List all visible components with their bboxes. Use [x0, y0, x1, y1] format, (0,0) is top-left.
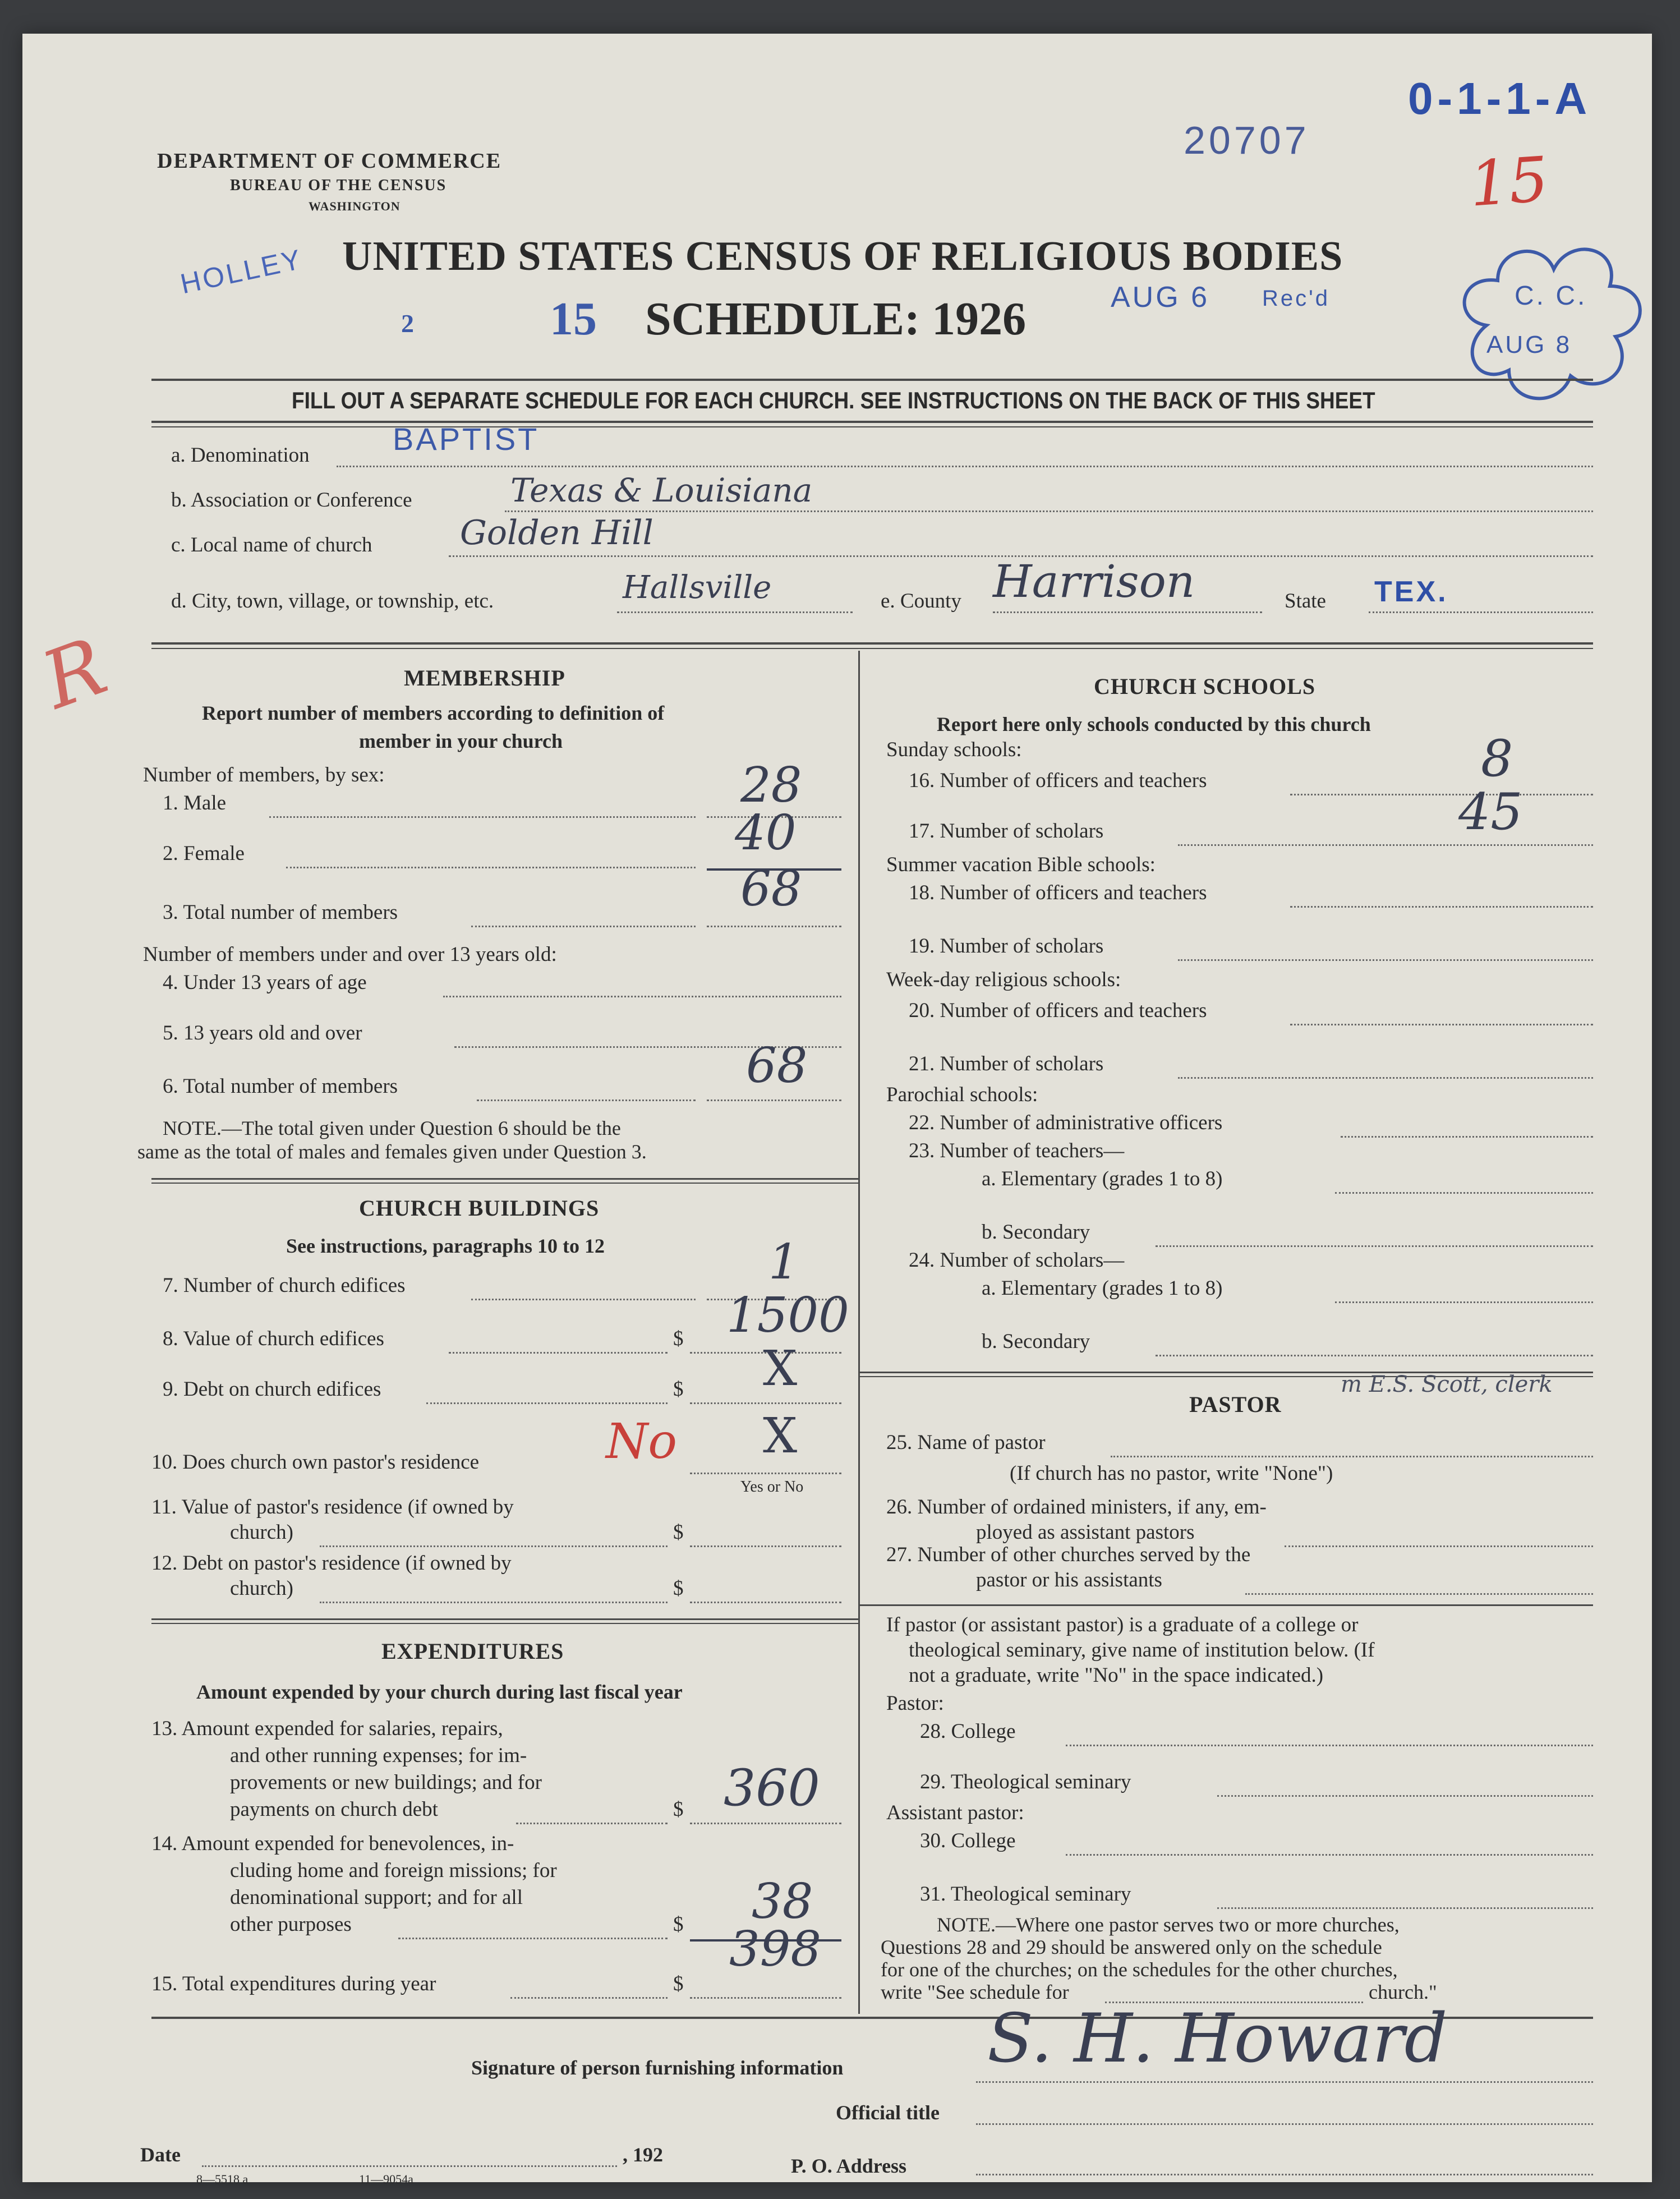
q30-label: 30. College [920, 1829, 1016, 1852]
local-name-label: c. Local name of church [171, 533, 372, 556]
schools-intro: Report here only schools conducted by this church [937, 713, 1371, 735]
q12-label-2: church) [230, 1577, 293, 1600]
membership-note-1: NOTE.—The total given under Question 6 should be the [163, 1117, 621, 1139]
graduate-instruction-2: theological seminary, give name of institution below. (If [909, 1639, 1375, 1662]
age-header-label: Number of members under and over 13 years old: [143, 943, 557, 966]
q9-dollar: $ [673, 1378, 684, 1401]
q14-label-4: other purposes [230, 1913, 352, 1936]
county-value[interactable]: Harrison [993, 555, 1195, 608]
q15-dollar: $ [673, 1972, 684, 1995]
pastor-note-hand: m E.S. Scott, clerk [1341, 1372, 1553, 1397]
q16-label: 16. Number of officers and teachers [909, 769, 1207, 792]
signature-value[interactable]: S. H. Howard [987, 2000, 1448, 2078]
yes-or-no-hint: Yes or No [740, 1478, 804, 1496]
weekday-schools-label: Week-day religious schools: [886, 968, 1121, 991]
q13-label-4: payments on church debt [230, 1798, 438, 1821]
q23-label: 23. Number of teachers— [909, 1139, 1125, 1162]
expenditures-title: EXPENDITURES [381, 1639, 564, 1664]
expenditures-intro: Amount expended by your church during last fiscal year [196, 1681, 683, 1703]
q11-label-1: 11. Value of pastor's residence (if owned by [151, 1496, 514, 1519]
date-year: , 192 [623, 2143, 663, 2166]
red-initial-mark: R [31, 620, 118, 728]
q15-value[interactable]: 398 [729, 1921, 822, 1977]
membership-note-2: same as the total of males and females given under Question 3. [137, 1140, 647, 1163]
q22-label: 22. Number of administrative officers [909, 1111, 1223, 1134]
q13-value[interactable]: 360 [724, 1759, 820, 1818]
cc-stamp-outline [1447, 230, 1660, 415]
q28-label: 28. College [920, 1720, 1016, 1743]
q14-label-2: cluding home and foreign missions; for [230, 1859, 557, 1882]
q29-label: 29. Theological seminary [920, 1770, 1131, 1793]
q12-label-1: 12. Debt on pastor's residence (if owned by [151, 1552, 512, 1575]
membership-intro-2: member in your church [359, 730, 563, 752]
department-title: DEPARTMENT OF COMMERCE [157, 149, 502, 173]
q14-dollar: $ [673, 1913, 684, 1936]
bureau-title: BUREAU OF THE CENSUS [230, 177, 447, 194]
q2-value[interactable]: 40 [735, 805, 797, 861]
q27-label-1: 27. Number of other churches served by the [886, 1543, 1251, 1566]
denomination-value[interactable]: BAPTIST [393, 421, 540, 457]
sunday-schools-label: Sunday schools: [886, 738, 1022, 761]
received-stamp: AUG 6 [1111, 281, 1210, 314]
date-label: Date [140, 2143, 181, 2166]
cc-stamp-text: C. C. [1515, 281, 1587, 311]
q3-label: 3. Total number of members [163, 901, 398, 924]
county-label: e. County [881, 590, 961, 613]
q7-value[interactable]: 1 [768, 1234, 799, 1290]
q6-label: 6. Total number of members [163, 1075, 398, 1098]
q7-label: 7. Number of church edifices [163, 1274, 406, 1297]
q17-label: 17. Number of scholars [909, 820, 1104, 843]
city-town-label: d. City, town, village, or township, etc. [171, 590, 494, 613]
po-address-label: P. O. Address [791, 2155, 907, 2177]
q10-value[interactable]: No [606, 1414, 678, 1470]
association-value[interactable]: Texas & Louisiana [510, 471, 813, 509]
city-town-value[interactable]: Hallsville [623, 569, 772, 606]
q24b-label: b. Secondary [982, 1330, 1090, 1353]
q9-label: 9. Debt on church edifices [163, 1378, 381, 1401]
q17-value[interactable]: 45 [1458, 783, 1523, 841]
summer-schools-label: Summer vacation Bible schools: [886, 853, 1156, 876]
q26-label-1: 26. Number of ordained ministers, if any, em- [886, 1496, 1267, 1519]
q11-label-2: church) [230, 1521, 293, 1544]
signature-label: Signature of person furnishing information [471, 2057, 844, 2079]
membership-title: MEMBERSHIP [404, 665, 565, 691]
schedule-title: SCHEDULE: 1926 [645, 293, 1027, 345]
q4-label: 4. Under 13 years of age [163, 971, 367, 994]
q1-value[interactable]: 28 [740, 757, 802, 813]
q11-dollar: $ [673, 1521, 684, 1544]
red-number-mark: 15 [1467, 143, 1551, 220]
members-by-sex-label: Number of members, by sex: [143, 763, 385, 786]
census-schedule-page [22, 34, 1652, 2186]
q13-label-1: 13. Amount expended for salaries, repairs, [151, 1717, 503, 1740]
form-title: UNITED STATES CENSUS OF RELIGIOUS BODIES [342, 233, 1343, 279]
association-label: b. Association or Conference [171, 489, 412, 512]
q9-value[interactable]: X [763, 1341, 798, 1397]
q10-mark: X [763, 1408, 798, 1464]
q18-label: 18. Number of officers and teachers [909, 881, 1207, 904]
city-label: WASHINGTON [309, 199, 401, 213]
graduate-instruction-3: not a graduate, write "No" in the space indicated.) [909, 1664, 1324, 1687]
state-value[interactable]: TEX. [1374, 576, 1448, 608]
cc-stamp-date: AUG 8 [1486, 331, 1572, 358]
q8-label: 8. Value of church edifices [163, 1327, 384, 1350]
pastor-note-1: NOTE.—Where one pastor serves two or more churches, [937, 1913, 1400, 1936]
q26-label-2: ployed as assistant pastors [976, 1521, 1195, 1544]
buildings-intro: See instructions, paragraphs 10 to 12 [286, 1235, 605, 1257]
q14-label-3: denominational support; and for all [230, 1886, 523, 1909]
recd-stamp: Rec'd [1262, 286, 1331, 311]
holley-stamp: HOLLEY [177, 243, 306, 300]
q23b-label: b. Secondary [982, 1221, 1090, 1244]
q23a-label: a. Elementary (grades 1 to 8) [982, 1167, 1223, 1190]
schools-title: CHURCH SCHOOLS [1094, 674, 1316, 699]
q1-label: 1. Male [163, 792, 227, 815]
membership-intro-1: Report number of members according to definition of [202, 702, 665, 724]
q6-value[interactable]: 68 [746, 1038, 808, 1094]
q27-label-2: pastor or his assistants [976, 1568, 1162, 1591]
official-title-label: Official title [836, 2101, 940, 2124]
serial-number-stamp: 20707 [1184, 118, 1310, 162]
q24a-label: a. Elementary (grades 1 to 8) [982, 1277, 1223, 1300]
q3-value[interactable]: 68 [740, 861, 802, 917]
q10-label: 10. Does church own pastor's residence [151, 1451, 480, 1474]
pastor-note-2: Questions 28 and 29 should be answered only on the schedule [881, 1936, 1382, 1958]
q21-label: 21. Number of scholars [909, 1052, 1104, 1075]
file-code-stamp: 0-1-1-A [1408, 73, 1592, 123]
q24-label: 24. Number of scholars— [909, 1249, 1125, 1272]
pastor-note-3: for one of the churches; on the schedules for the other churches, [881, 1958, 1398, 1981]
graduate-instruction-1: If pastor (or assistant pastor) is a graduate of a college or [886, 1613, 1359, 1636]
buildings-title: CHURCH BUILDINGS [359, 1195, 600, 1221]
local-name-value[interactable]: Golden Hill [460, 513, 653, 553]
q13-dollar: $ [673, 1798, 684, 1821]
q20-label: 20. Number of officers and teachers [909, 999, 1207, 1022]
q31-label: 31. Theological seminary [920, 1883, 1131, 1906]
pastor-title: PASTOR [1189, 1392, 1282, 1417]
q25-note: (If church has no pastor, write "None") [1010, 1462, 1333, 1485]
q2-label: 2. Female [163, 842, 245, 865]
pastor-sub-label: Pastor: [886, 1692, 944, 1715]
q5-label: 5. 13 years old and over [163, 1022, 362, 1045]
q12-dollar: $ [673, 1577, 684, 1600]
assistant-pastor-label: Assistant pastor: [886, 1801, 1024, 1824]
denomination-label: a. Denomination [171, 444, 310, 467]
q15-label: 15. Total expenditures during year [151, 1972, 436, 1995]
pastor-note-4a: write "See schedule for [881, 1981, 1069, 2003]
q13-label-2: and other running expenses; for im- [230, 1744, 527, 1767]
schedule-number: 15 [550, 293, 597, 345]
q8-value[interactable]: 1500 [726, 1287, 849, 1344]
state-label: State [1285, 590, 1326, 613]
instruction-line: FILL OUT A SEPARATE SCHEDULE FOR EACH CHURCH. SEE INSTRUCTIONS ON THE BACK OF THIS SHEET [292, 387, 1375, 413]
q16-value[interactable]: 8 [1481, 729, 1513, 788]
form-number-1: 8—5518 a [196, 2172, 248, 2186]
parochial-schools-label: Parochial schools: [886, 1083, 1038, 1106]
form-number-2: 11—9054a [359, 2172, 413, 2186]
q8-dollar: $ [673, 1327, 684, 1350]
q13-label-3: provements or new buildings; and for [230, 1771, 542, 1794]
q19-label: 19. Number of scholars [909, 935, 1104, 958]
q14-value[interactable]: 38 [752, 1874, 813, 1930]
hand-mark: 2 [401, 309, 414, 338]
q14-label-1: 14. Amount expended for benevolences, in- [151, 1832, 514, 1855]
q25-label: 25. Name of pastor [886, 1431, 1046, 1454]
pastor-note-4b: church." [1369, 1981, 1437, 2003]
